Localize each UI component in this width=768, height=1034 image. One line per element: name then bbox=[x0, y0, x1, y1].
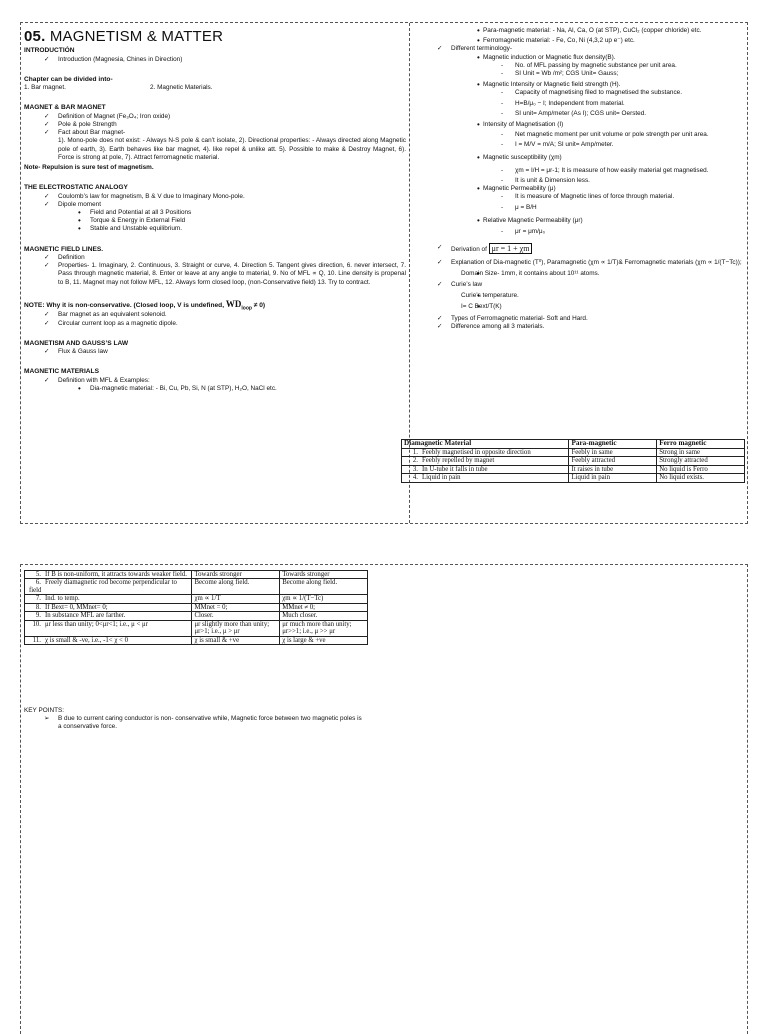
term-intensity: • Magnetic Intensity or Magnetic field strength (H). bbox=[417, 81, 747, 89]
term-detail: - I = M/V = m/A; SI unit= Amp/meter. bbox=[417, 141, 747, 149]
table-row: 8. If Bext= 0, MMnet= 0; MMnet = 0; MMnet ≠ 0; bbox=[25, 603, 368, 611]
list-item: ✓ Dipole moment bbox=[24, 201, 406, 209]
section-heading-divided: Chapter can be divided into- bbox=[24, 75, 113, 83]
list-item: ✓ Bar magnet as an equivalent solenoid. bbox=[24, 311, 406, 319]
term-detail: - H=B/μ₀ − I; Independent from material. bbox=[417, 100, 747, 108]
list-item: ✓ Different terminology- bbox=[417, 45, 747, 53]
list-item: ✓ Curie’s law bbox=[417, 281, 747, 289]
table-row: 3. In U-tube it falls in tube It raises in tube No liquid is Ferro bbox=[402, 465, 745, 473]
list-item: ✓ Difference among all 3 materials. bbox=[417, 323, 747, 331]
table-row: 4. Liquid in pain Liquid in pain No liquid exists. bbox=[402, 474, 745, 482]
table-row: 6. Freely diamagnetic rod become perpendicular to field Become along field. Become along field. bbox=[25, 579, 368, 595]
list-item: ✓ Definition of Magnet (Fe₃O₄; Iron oxide) bbox=[24, 113, 406, 121]
table-row: 9. In substance MFL are farther. Closer. Much closer. bbox=[25, 612, 368, 620]
key-points-heading: KEY POINTS: bbox=[24, 707, 65, 714]
page-2 bbox=[20, 564, 748, 1034]
boxed-equation: μr = 1 + χm bbox=[489, 243, 533, 254]
term-detail: - It is unit & Dimension less. bbox=[417, 177, 747, 185]
term-magnetisation: • Intensity of Magnetisation (I) bbox=[417, 121, 747, 129]
section-heading-introduction: INTRODUCTIÓN bbox=[24, 47, 75, 55]
term-detail: - Capacity of magnetising filed to magnetised the substance. bbox=[417, 89, 747, 97]
sub-list-item: • Field and Potential at all 3 Positions bbox=[24, 209, 406, 217]
list-item: ✓ Fact about Bar magnet- bbox=[24, 129, 406, 137]
term-detail: - μr = μm/μ₀ bbox=[417, 228, 747, 236]
list-item: ✓ Pole & pole Strength bbox=[24, 121, 406, 129]
list-item: ✓ Types of Ferromagnetic material- Soft and Hard. bbox=[417, 315, 747, 323]
table-row: 1. Feebly magnetised in opposite direction Feebly in same Strong in same bbox=[402, 448, 745, 456]
list-item: ✓ Definition bbox=[24, 254, 406, 262]
comparison-table bbox=[401, 439, 745, 483]
list-item: ➢ B due to current caring conductor is non- conservative while, Magnetic force between two magnetic poles is a conservative force. bbox=[24, 715, 364, 731]
page-title: 05. MAGNETISM & MATTER bbox=[24, 28, 224, 45]
field-line-properties: ✓ Properties- 1. Imaginary, 2. Continuous, 3. Straight or curve, 4. Direction 5. Tangent gives direction, 6. never intersect, 7. Pass through magnetic material, 8. Enter or leave at any angle to material, 9. No of MFL ∝ Q, 10. Line density is propenal to B, 11. Magnet may not follow MFL, 12. Always form closed loop, (non-Conservative field) 13. Try to contract. bbox=[24, 262, 406, 287]
sub-list-item: • Stable and Unstable equilibrium. bbox=[24, 225, 406, 233]
list-item: ✓ Flux & Gauss law bbox=[24, 348, 406, 356]
term-induction: • Magnetic induction or Magnetic flux density(B). bbox=[417, 54, 747, 62]
note-repulsion: Note- Repulsion is sure test of magnetism. bbox=[24, 164, 154, 171]
term-permeability: • Magnetic Permeability (μ) bbox=[417, 185, 747, 193]
section-heading-electrostatic: THE ELECTROSTATIC ANALOGY bbox=[24, 184, 128, 192]
sub-list-item: • Ferromagnetic material: - Fe, Co, Ni (4,3,2 up e⁻) etc. bbox=[417, 37, 747, 45]
term-susceptibility: • Magnetic susceptibility (χm) bbox=[417, 154, 747, 162]
key-points bbox=[24, 707, 364, 732]
left-column bbox=[24, 27, 406, 393]
table-row: 5. If B is non-uniform, it attracts towards weaker field. Towards stronger Towards stronger bbox=[25, 571, 368, 579]
sub-list-item: • I= C Bext/T(K) bbox=[417, 303, 747, 311]
list-item: ✓ Coulomb’s law for magnetism, B & V due to Imaginary Mono-pole. bbox=[24, 193, 406, 201]
sub-list-item: • Domain Size- 1mm, it contains about 10¹¹ atoms. bbox=[417, 270, 747, 278]
section-heading-non-conservative: NOTE: Why it is non-conservative. (Closed loop, V is undefined, $WD_{loop} \ne 0$) bbox=[24, 298, 266, 312]
sub-list-item: • Torque & Energy in External Field bbox=[24, 217, 406, 225]
sub-list-item: • Dia-magnetic material: - Bi, Cu, Pb, Si, N (at STP), H₂O, NaCl etc. bbox=[24, 385, 406, 393]
term-relative-permeability: • Relative Magnetic Permeability (μr) bbox=[417, 217, 747, 225]
term-detail: - SI unit= Amp/meter (As I); CGS unit= Oersted. bbox=[417, 110, 747, 118]
section-heading-bar-magnet: MAGNET & BAR MAGNET bbox=[24, 104, 106, 112]
table-row: 10. μr less than unity; 0<μr<1; i.e., μ < μr μr slightly more than unity; μr>1; i.e., μ > μr μr much more than unity; μr>>1; i.e., μ >> μr bbox=[25, 620, 368, 636]
section-heading-materials: MAGNETIC MATERIALS bbox=[24, 368, 99, 376]
table-row: 2. Feebly repelled by magnet Feebly attracted Strongly attracted bbox=[402, 457, 745, 465]
term-detail: - SI Unit = Wb /m²; CGS Unit= Gauss; bbox=[417, 70, 747, 78]
bar-magnet-facts: 1). Mono-pole does not exist: - Always N-S pole & can’t isolate, 2). Directional properties: - Always directed along Magnetic pole of earth, 3). Earth behaves like bar magnet, 4). like repel & unlike att. 5). Possible to make & Destroy Magnet, 6). Force is strong at pole, 7). Attract ferromagnetic material. bbox=[58, 137, 406, 161]
sub-list-item: • Curie’s temperature. bbox=[417, 292, 747, 300]
list-item: ✓ Circular current loop as a magnetic dipole. bbox=[24, 320, 406, 328]
table-row: 7. Ind. to temp. χm ∝ 1/T χm ∝ 1/(T−Tc) bbox=[25, 595, 368, 603]
term-detail: - μ = B/H bbox=[417, 204, 747, 212]
list-item: ✓ Definition with MFL & Examples: bbox=[24, 377, 406, 385]
section-heading-field-lines: MAGNETIC FIELD LINES. bbox=[24, 245, 104, 253]
table-header-row: Diamagnetic Material Para-magnetic Ferro magnetic bbox=[402, 440, 745, 449]
term-detail: - χm = I/H = μr-1; It is measure of how easily material get magnetised. bbox=[417, 167, 747, 175]
page-1 bbox=[20, 22, 748, 524]
term-detail: - No. of MFL passing by magnetic substance per unit area. bbox=[417, 62, 747, 70]
sub-list-item: • Para-magnetic material: - Na, Al, Ca, O (at STP), CuCl₂ (copper chloride) etc. bbox=[417, 27, 747, 35]
section-heading-gauss: MAGNETISM AND GAUSS’S LAW bbox=[24, 339, 129, 347]
list-item: ✓ Explanation of Dia-magnetic (T⁰), Paramagnetic (χm ∝ 1/T)& Ferromagnetic materials (χm ∝ 1/(T−Tc)); bbox=[417, 259, 747, 267]
table-row: 11. χ is small & -ve, i.e., -1< χ < 0 χ is small & +ve χ is large & +ve bbox=[25, 636, 368, 644]
comparison-table-continued bbox=[24, 570, 368, 645]
term-detail: - It is measure of Magnetic lines of force through material. bbox=[417, 193, 747, 201]
list-item: ✓ Introduction (Magnesia, Chines in Direction) bbox=[24, 56, 406, 64]
derivation-item: ✓ Derivation of μr = 1 + χm bbox=[417, 244, 747, 254]
divided-row: 1. Bar magnet. 2. Magnetic Materials. bbox=[24, 84, 213, 92]
right-column bbox=[417, 27, 747, 331]
term-detail: - Net magnetic moment per unit volume or pole strength per unit area. bbox=[417, 131, 747, 139]
